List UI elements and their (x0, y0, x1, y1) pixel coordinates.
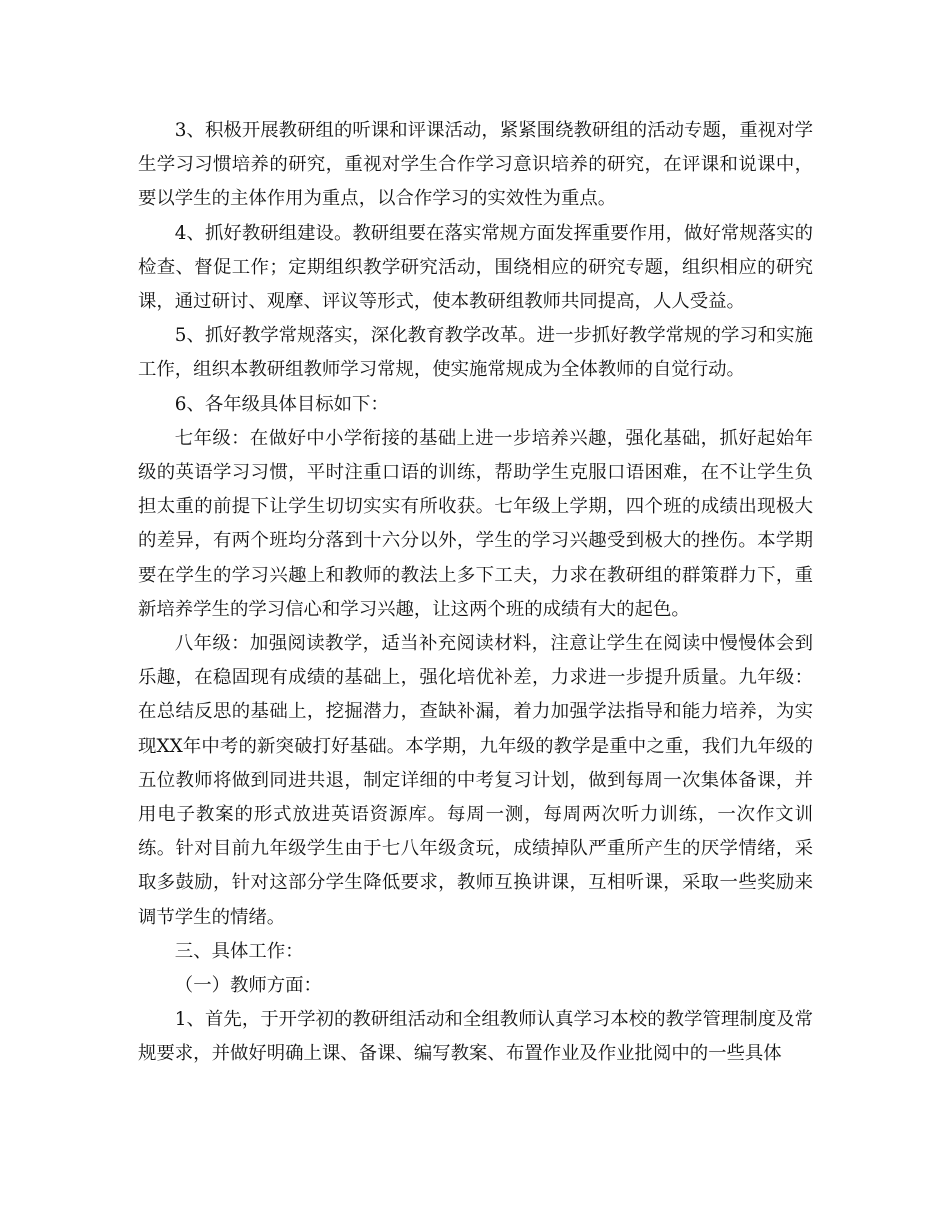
subsection-heading-teachers: （一）教师方面： (174, 975, 322, 997)
paragraph-item-6: 6、各年级具体目标如下： (174, 393, 389, 415)
paragraph-grade-7: 七年级：在做好中小学衔接的基础上进一步培养兴趣，强化基础，抓好起始年级的英语学习习惯，平时注重口语的训练，帮助学生克服口语困难，在不让学生负担太重的前提下让学生切切实实有所收获。七年级上学期，四个班的成绩出现极大的差异，有两个班均分落到十六分以外，学生的学习兴趣受到极大的挫伤。本学期要在学生的学习兴趣上和教师的教法上多下工夫，力求在教研组的群策群力下，重新培养学生的学习信心和学习兴趣，让这两个班的成绩有大的起色。 (138, 427, 813, 620)
paragraph-item-5: 5、抓好教学常规落实，深化教育教学改革。进一步抓好教学常规的学习和实施工作，组织本教研组教师学习常规，使实施常规成为全体教师的自觉行动。 (138, 325, 813, 381)
paragraph-item-3: 3、积极开展教研组的听课和评课活动，紧紧围绕教研组的活动专题，重视对学生学习习惯培养的研究，重视对学生合作学习意识培养的研究，在评课和说课中，要以学生的主体作用为重点，以合作学习的实效性为重点。 (138, 120, 813, 210)
paragraph-teacher-item-1: 1、首先，于开学初的教研组活动和全组教师认真学习本校的教学管理制度及常规要求，并做好明确上课、备课、编写教案、布置作业及作业批阅中的一些具体 (138, 1009, 813, 1065)
paragraph-item-4: 4、抓好教研组建设。教研组要在落实常规方面发挥重要作用，做好常规落实的检查、督促工作；定期组织教学研究活动，围绕相应的研究专题，组织相应的研究课，通过研讨、观摩、评议等形式，使本教研组教师共同提高，人人受益。 (138, 222, 813, 313)
section-heading-specific-work: 三、具体工作： (174, 940, 304, 962)
paragraph-grade-8-9: 八年级：加强阅读教学，适当补充阅读材料，注意让学生在阅读中慢慢体会到乐趣，在稳固现有成绩的基础上，强化培优补差，力求进一步提升质量。九年级：在总结反思的基础上，挖掘潜力，查缺补漏，着力加强学法指导和能力培养，为实现XX年中考的新突破打好基础。本学期，九年级的教学是重中之重，我们九年级的五位教师将做到同进共退，制定详细的中考复习计划，做到每周一次集体备课，并用电子教案的形式放进英语资源库。每周一测，每周两次听力训练，一次作文训练。针对目前九年级学生由于七八年级贪玩，成绩掉队严重所产生的厌学情绪，采取多鼓励，针对这部分学生降低要求，教师互换讲课，互相听课，采取一些奖励来调节学生的情绪。 (138, 633, 813, 928)
document-body (138, 114, 813, 1072)
